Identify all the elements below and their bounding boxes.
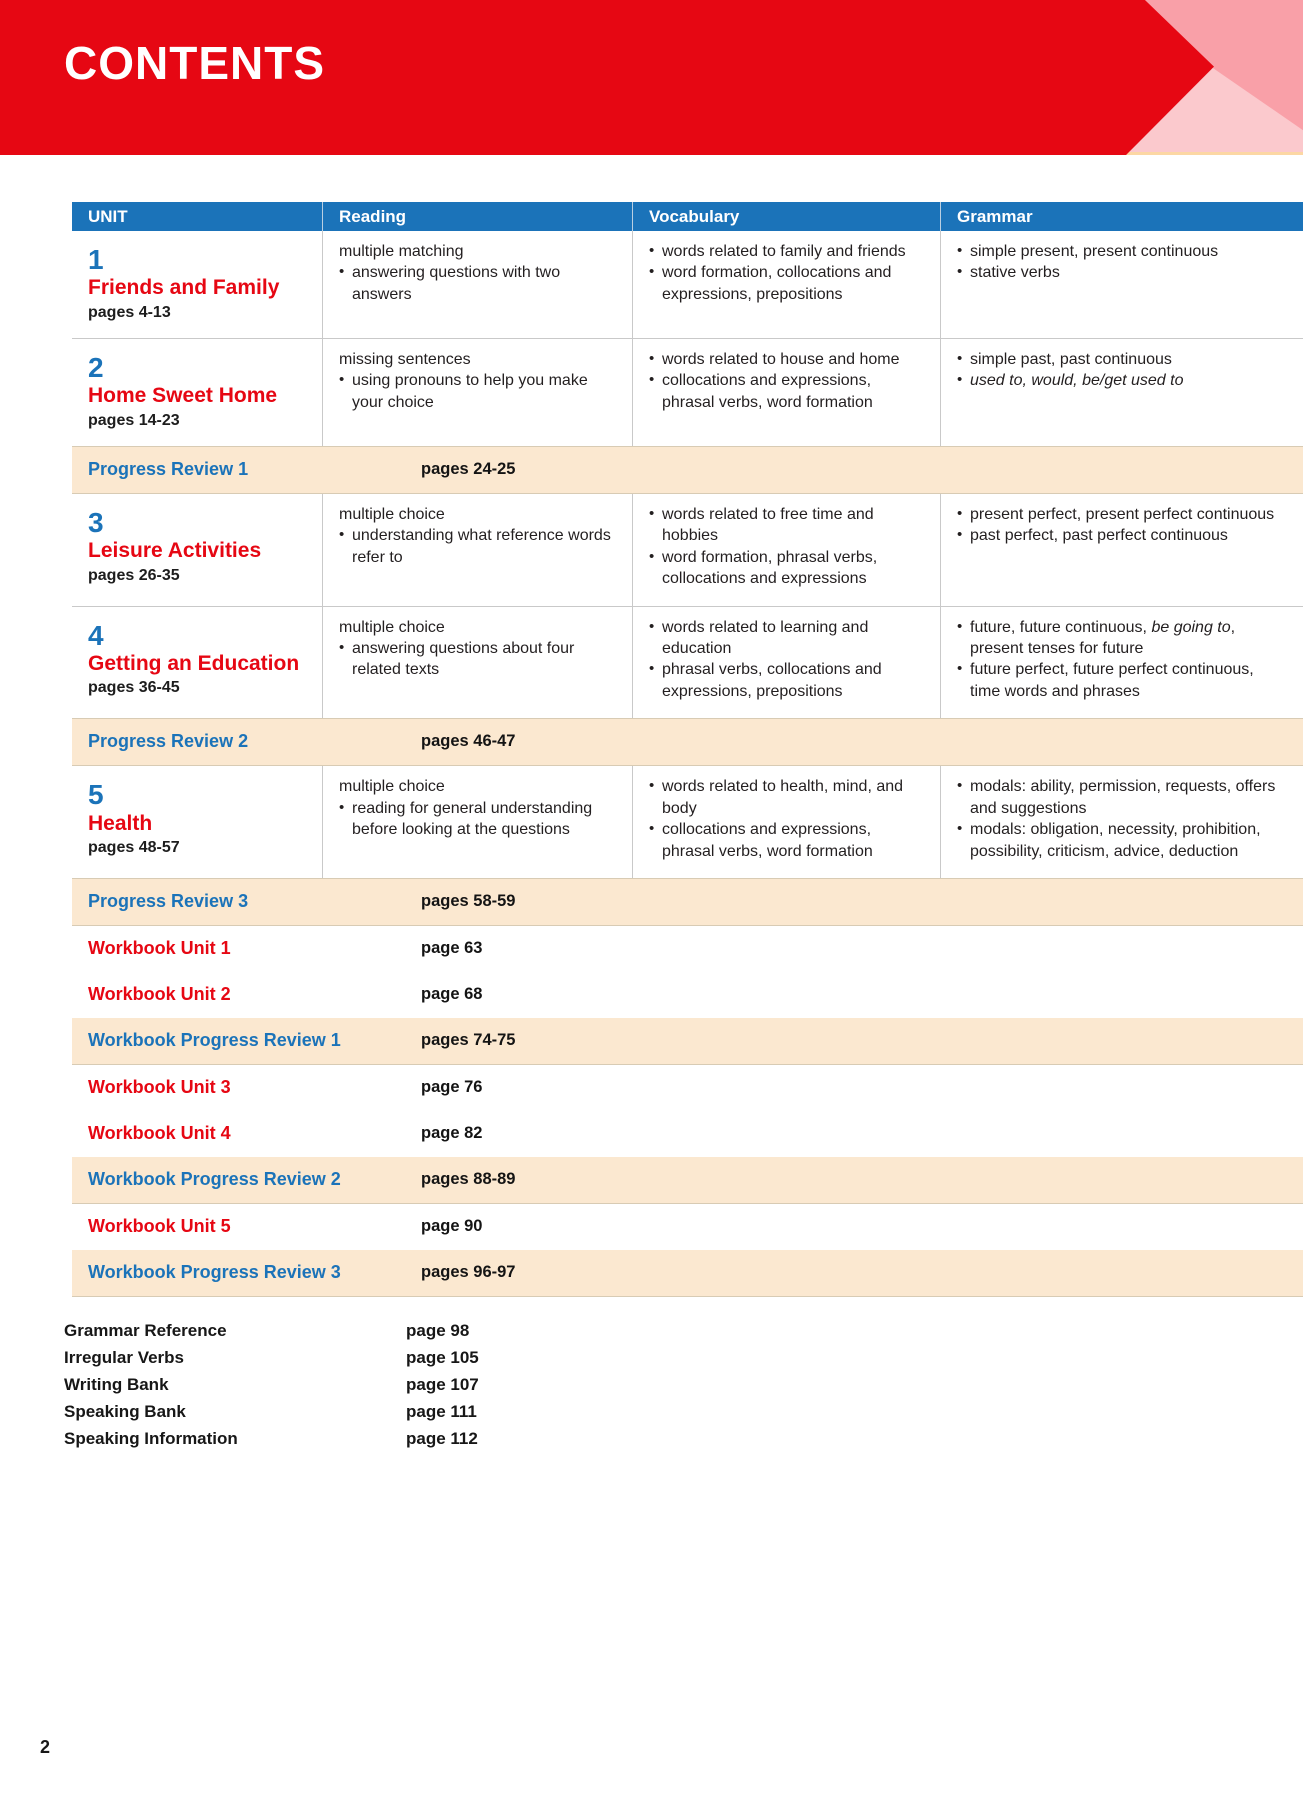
workbook-unit-pages: page 76	[421, 1078, 483, 1097]
text-segment: words related to house and home	[662, 350, 900, 368]
text-segment: multiple choice	[339, 505, 445, 523]
text-segment: past perfect, past perfect continuous	[970, 527, 1228, 545]
grammar-item-text	[970, 241, 1283, 262]
text-segment: answering questions about four related texts	[352, 640, 575, 679]
reading-item-text	[352, 370, 612, 413]
vocabulary-item	[649, 504, 920, 547]
reading-item-text	[339, 504, 612, 525]
reading-item-text	[352, 262, 612, 305]
unit-cell	[72, 339, 322, 446]
workbook-unit-pages: page 63	[421, 939, 483, 958]
workbook-progress-review-pages: pages 96-97	[421, 1263, 516, 1282]
bullet-glyph: •	[957, 660, 963, 678]
bullet-glyph: •	[649, 504, 655, 522]
workbook-unit-label: Workbook Unit 2	[88, 984, 231, 1005]
unit-pages: pages 48-57	[88, 839, 180, 857]
workbook-unit-label: Workbook Unit 4	[88, 1123, 231, 1144]
vocabulary-item-text	[662, 370, 920, 413]
workbook-unit-pages: page 82	[421, 1124, 483, 1143]
unit-pages: pages 4-13	[88, 303, 171, 321]
grammar-cell	[940, 607, 1303, 719]
unit-row	[72, 231, 1303, 338]
text-segment: understanding what reference words refer to	[352, 527, 611, 566]
text-segment: words related to family and friends	[662, 243, 906, 260]
bullet-glyph: •	[957, 777, 963, 795]
text-segment: used to, would, be/get used to	[970, 372, 1184, 390]
reading-item-text	[339, 776, 612, 797]
vocabulary-cell	[632, 494, 940, 606]
reading-item	[339, 525, 612, 568]
bullet-glyph: •	[957, 526, 963, 544]
reading-item-text	[352, 638, 612, 681]
vocabulary-item	[649, 776, 920, 819]
reference-row	[64, 1398, 1303, 1425]
grammar-item-text	[970, 819, 1283, 862]
reference-pages: page 98	[406, 1320, 470, 1340]
vocabulary-item-text	[662, 547, 920, 590]
grammar-item	[957, 262, 1283, 283]
vocabulary-item	[649, 370, 920, 413]
bullet-glyph: •	[339, 526, 345, 544]
vocabulary-cell	[632, 339, 940, 446]
reference-label: Grammar Reference	[64, 1320, 227, 1340]
bullet-glyph: •	[957, 820, 963, 838]
workbook-unit-row	[72, 1204, 1303, 1250]
reading-item-text	[339, 617, 612, 638]
reading-item	[339, 241, 612, 262]
unit-title: Friends and Family	[88, 276, 280, 300]
vocabulary-item	[649, 241, 920, 262]
grammar-item	[957, 819, 1283, 862]
vocabulary-item-text	[662, 504, 920, 547]
bullet-glyph: •	[649, 547, 655, 565]
vocabulary-item	[649, 819, 920, 862]
workbook-unit-pages: page 90	[421, 1217, 483, 1236]
progress-review-pages: pages 46-47	[421, 732, 516, 751]
grammar-item	[957, 349, 1283, 370]
bullet-glyph: •	[957, 504, 963, 522]
progress-review-label: Progress Review 3	[88, 891, 249, 912]
grammar-item-text	[970, 659, 1283, 702]
vocabulary-cell	[632, 607, 940, 719]
bullet-glyph: •	[957, 263, 963, 281]
reading-item	[339, 617, 612, 638]
text-segment: multiple choice	[339, 618, 445, 636]
reading-cell	[322, 766, 632, 878]
unit-title: Leisure Activities	[88, 539, 262, 563]
workbook-unit-row	[72, 972, 1303, 1018]
workbook-unit-pages: page 68	[421, 985, 483, 1004]
unit-cell	[72, 766, 322, 878]
text-segment: multiple matching	[339, 243, 464, 260]
reference-row	[64, 1344, 1303, 1371]
reading-item	[339, 776, 612, 797]
contents-banner	[0, 0, 1303, 155]
grammar-item-text	[970, 504, 1283, 525]
column-header-vocabulary: Vocabulary	[632, 202, 940, 231]
reference-row	[64, 1371, 1303, 1398]
bullet-glyph: •	[649, 349, 655, 367]
grammar-item-text	[970, 776, 1283, 819]
grammar-item	[957, 776, 1283, 819]
progress-review-label: Progress Review 2	[88, 731, 249, 752]
workbook-unit-row	[72, 1111, 1303, 1157]
reading-item-text	[339, 241, 612, 262]
bullet-glyph: •	[649, 777, 655, 795]
vocabulary-cell	[632, 766, 940, 878]
reference-pages: page 111	[406, 1401, 477, 1421]
unit-title: Home Sweet Home	[88, 384, 278, 408]
text-segment: present perfect, present perfect continuous	[970, 505, 1275, 523]
text-segment: simple past, past continuous	[970, 350, 1172, 368]
vocabulary-item	[649, 349, 920, 370]
workbook-unit-row	[72, 926, 1303, 972]
vocabulary-item	[649, 659, 920, 702]
column-header-reading: Reading	[322, 202, 632, 231]
page-title: CONTENTS	[64, 37, 325, 89]
workbook-progress-review-row	[72, 1018, 1303, 1065]
text-segment: be going to	[1151, 618, 1231, 636]
text-segment: words related to health, mind, and body	[662, 778, 904, 817]
progress-review-pages: pages 24-25	[421, 459, 516, 478]
reading-item	[339, 349, 612, 370]
grammar-cell	[940, 231, 1303, 338]
text-segment: word formation, phrasal verbs, collocations and expressions	[662, 548, 878, 588]
reference-pages: page 105	[406, 1347, 479, 1367]
reading-item	[339, 638, 612, 681]
text-segment: collocations and expressions, phrasal verbs, word formation	[662, 372, 873, 411]
reading-cell	[322, 231, 632, 338]
text-segment: future perfect, future perfect continuous, time words and phrases	[970, 661, 1254, 700]
grammar-item	[957, 617, 1283, 660]
grammar-item-text	[970, 370, 1283, 391]
text-segment: simple present, present continuous	[970, 243, 1219, 260]
reading-item-text	[339, 349, 612, 370]
text-segment: future, future continuous,	[970, 618, 1152, 636]
grammar-item	[957, 370, 1283, 391]
bullet-glyph: •	[649, 820, 655, 838]
unit-pages: pages 36-45	[88, 679, 180, 697]
bullet-glyph: •	[649, 263, 655, 281]
reference-pages: page 112	[406, 1428, 478, 1448]
bullet-glyph: •	[649, 617, 655, 635]
unit-pages: pages 26-35	[88, 566, 180, 584]
peach-strip-decoration	[1123, 152, 1303, 155]
grammar-cell	[940, 339, 1303, 446]
bullet-glyph: •	[649, 242, 655, 259]
text-segment: modals: ability, permission, requests, offers and suggestions	[970, 778, 1276, 817]
grammar-cell	[940, 766, 1303, 878]
bullet-glyph: •	[339, 798, 345, 816]
reference-pages: page 107	[406, 1374, 479, 1394]
text-segment: , present tenses for future	[970, 618, 1236, 657]
grammar-item-text	[970, 617, 1283, 660]
bullet-glyph: •	[649, 371, 655, 389]
reference-row	[64, 1317, 1303, 1344]
text-segment: modals: obligation, necessity, prohibition, possibility, criticism, advice, deduction	[970, 821, 1261, 860]
vocabulary-cell	[632, 231, 940, 338]
vocabulary-item-text	[662, 776, 920, 819]
column-header-grammar: Grammar	[940, 202, 1303, 231]
text-segment: word formation, collocations and expressions, prepositions	[662, 264, 892, 303]
unit-row	[72, 494, 1303, 606]
reading-item	[339, 262, 612, 305]
reference-label: Irregular Verbs	[64, 1347, 185, 1367]
vocabulary-item-text	[662, 241, 920, 262]
reading-item	[339, 504, 612, 525]
reference-row	[64, 1425, 1303, 1452]
reference-label: Speaking Information	[64, 1428, 238, 1448]
bullet-glyph: •	[957, 349, 963, 367]
text-segment: collocations and expressions, phrasal verbs, word formation	[662, 821, 873, 860]
unit-cell	[72, 494, 322, 606]
progress-review-label: Progress Review 1	[88, 458, 249, 479]
vocabulary-item-text	[662, 659, 920, 702]
grammar-item	[957, 504, 1283, 525]
reading-cell	[322, 494, 632, 606]
unit-number: 4	[88, 619, 104, 651]
workbook-unit-row	[72, 1065, 1303, 1111]
workbook-unit-label: Workbook Unit 1	[88, 938, 231, 959]
reading-cell	[322, 339, 632, 446]
unit-cell	[72, 231, 322, 338]
progress-review-row	[72, 878, 1303, 926]
text-segment: multiple choice	[339, 778, 445, 796]
progress-review-row	[72, 718, 1303, 766]
contents-table	[72, 202, 1303, 1297]
reading-cell	[322, 607, 632, 719]
grammar-item-text	[970, 525, 1283, 546]
reference-label: Speaking Bank	[64, 1401, 186, 1421]
unit-row	[72, 338, 1303, 446]
text-segment: reading for general understanding before looking at the questions	[352, 799, 593, 839]
unit-row	[72, 606, 1303, 719]
grammar-item	[957, 525, 1283, 546]
vocabulary-item-text	[662, 262, 920, 305]
progress-review-pages: pages 58-59	[421, 892, 516, 911]
progress-review-row	[72, 446, 1303, 494]
text-segment: words related to free time and hobbies	[662, 505, 874, 545]
text-segment: missing sentences	[339, 350, 471, 368]
bullet-glyph: •	[957, 242, 963, 259]
unit-pages: pages 14-23	[88, 411, 180, 429]
text-segment: answering questions with two answers	[352, 264, 561, 303]
reading-item-text	[352, 798, 612, 841]
table-header-row	[72, 202, 1303, 231]
unit-cell	[72, 607, 322, 719]
grammar-item	[957, 659, 1283, 702]
workbook-progress-review-row	[72, 1157, 1303, 1204]
unit-number: 2	[88, 351, 104, 383]
grammar-item	[957, 241, 1283, 262]
unit-title: Getting an Education	[88, 651, 300, 675]
reading-item	[339, 798, 612, 841]
bullet-glyph: •	[957, 617, 963, 635]
workbook-progress-review-label: Workbook Progress Review 3	[88, 1262, 341, 1283]
page-number: 2	[40, 1737, 51, 1757]
text-segment: using pronouns to help you make your choice	[352, 372, 588, 411]
workbook-progress-review-label: Workbook Progress Review 2	[88, 1169, 341, 1190]
vocabulary-item	[649, 262, 920, 305]
bullet-glyph: •	[339, 639, 345, 656]
workbook-progress-review-label: Workbook Progress Review 1	[88, 1030, 341, 1051]
vocabulary-item-text	[662, 819, 920, 862]
vocabulary-item	[649, 617, 920, 660]
unit-number: 1	[88, 244, 104, 275]
vocabulary-item	[649, 547, 920, 590]
workbook-progress-review-pages: pages 88-89	[421, 1170, 516, 1189]
table-body	[72, 231, 1303, 1297]
unit-title: Health	[88, 811, 153, 835]
grammar-item-text	[970, 262, 1283, 283]
unit-number: 5	[88, 779, 104, 811]
bullet-glyph: •	[339, 263, 345, 281]
workbook-unit-label: Workbook Unit 3	[88, 1077, 231, 1098]
unit-row	[72, 766, 1303, 878]
reading-item-text	[352, 525, 612, 568]
reference-list	[64, 1317, 1303, 1452]
bullet-glyph: •	[649, 660, 655, 678]
workbook-progress-review-row	[72, 1250, 1303, 1297]
workbook-progress-review-pages: pages 74-75	[421, 1031, 516, 1050]
grammar-cell	[940, 494, 1303, 606]
vocabulary-item-text	[662, 617, 920, 660]
text-segment: words related to learning and education	[662, 618, 869, 657]
reading-item	[339, 370, 612, 413]
vocabulary-item-text	[662, 349, 920, 370]
bullet-glyph: •	[957, 371, 963, 389]
grammar-item-text	[970, 349, 1283, 370]
unit-number: 3	[88, 506, 104, 538]
reference-label: Writing Bank	[64, 1374, 169, 1394]
workbook-unit-label: Workbook Unit 5	[88, 1216, 231, 1237]
text-segment: phrasal verbs, collocations and expressions, prepositions	[662, 661, 882, 700]
bullet-glyph: •	[339, 371, 345, 389]
column-header-unit: UNIT	[88, 206, 128, 226]
text-segment: stative verbs	[970, 264, 1060, 282]
